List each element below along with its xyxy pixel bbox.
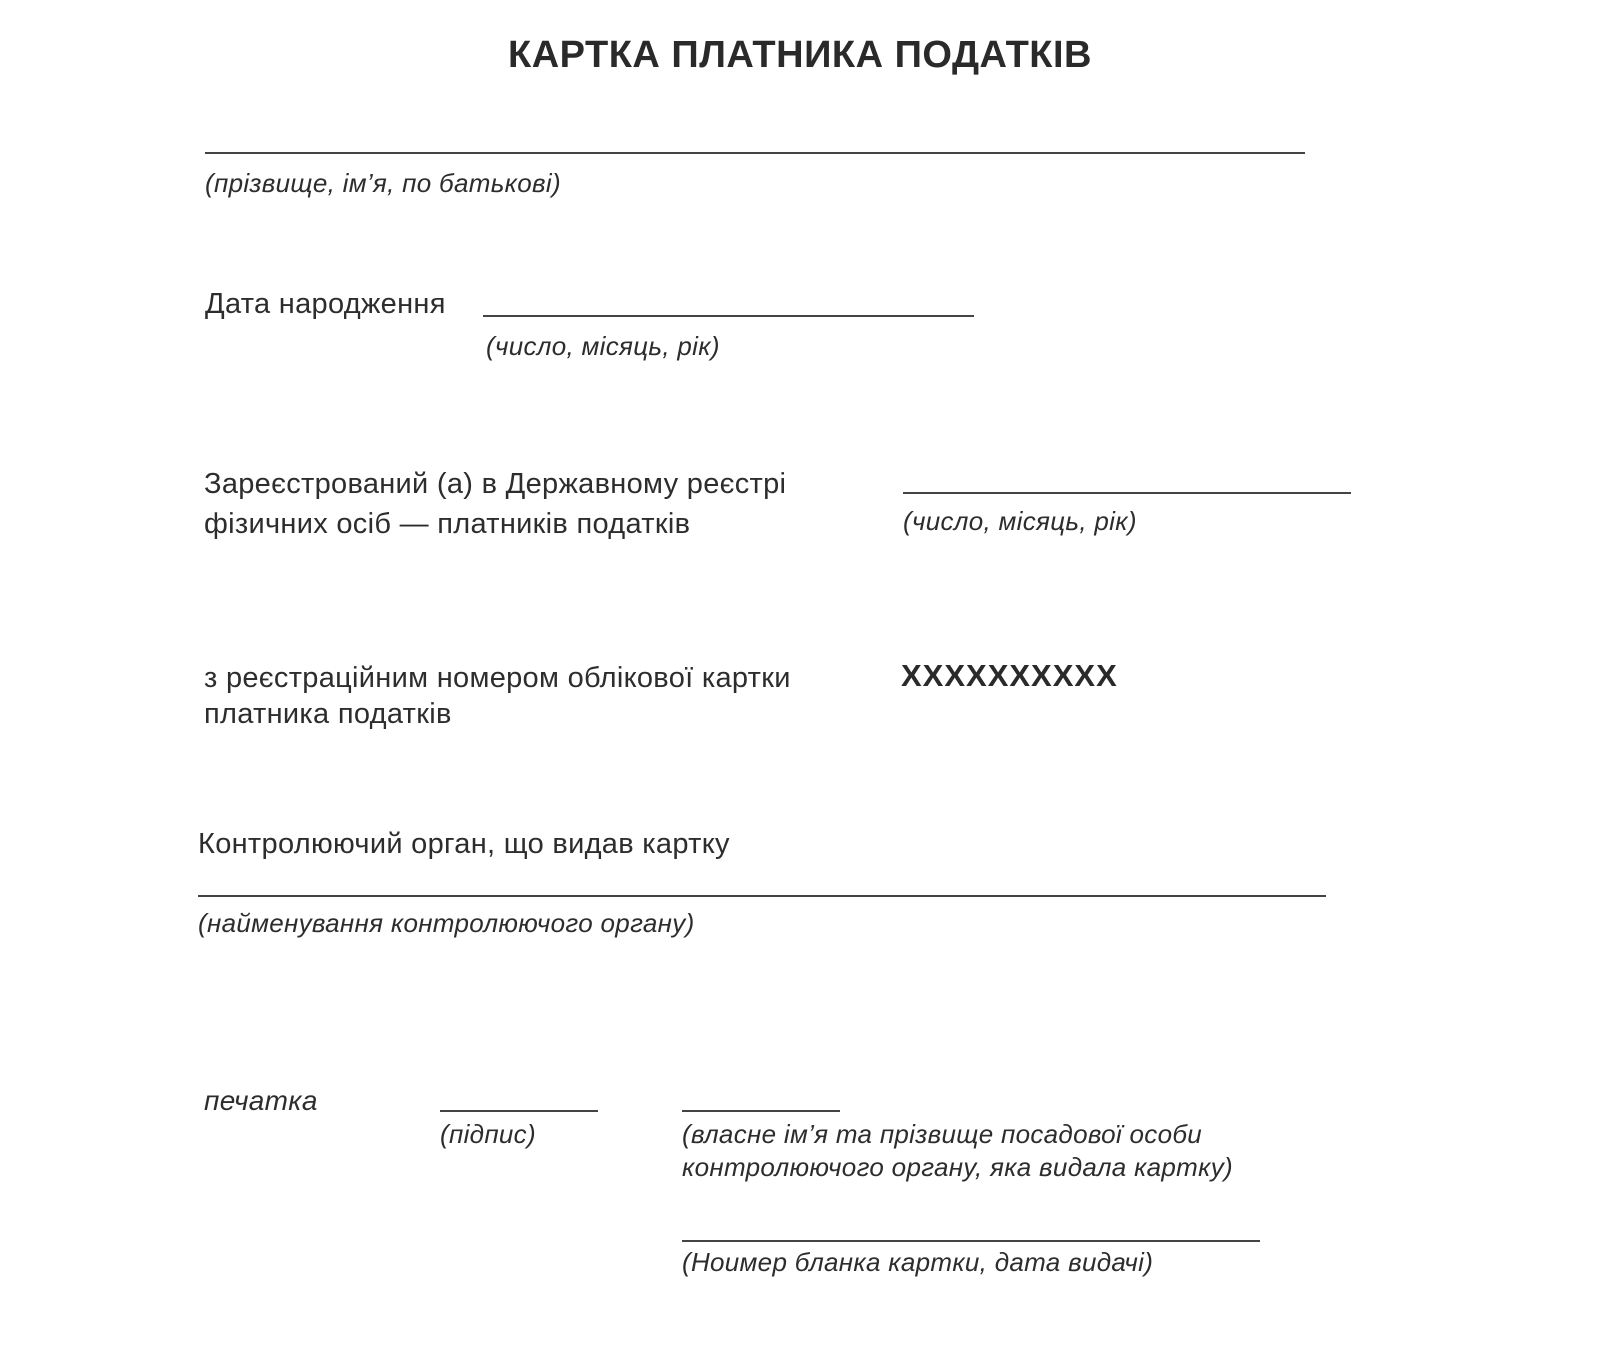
signature-hint: (підпис) <box>440 1119 536 1149</box>
registration-number-label <box>204 660 791 732</box>
registration-label-line1: Зареєстрований (а) в Державному реєстрі <box>204 468 787 500</box>
official-name-hint-line2: контролюючого органу, яка видала картку) <box>682 1152 1233 1182</box>
registration-number-value: XXXXXXXXXX <box>901 658 1118 693</box>
official-name-hint-line1: (власне ім’я та прізвище посадової особи <box>682 1119 1203 1149</box>
registration-label-line2: фізичних осіб — платників податків <box>204 508 691 540</box>
registration-date-field-line[interactable] <box>903 492 1351 494</box>
registration-date-hint: (число, місяць, рік) <box>903 506 1137 536</box>
birth-date-hint: (число, місяць, рік) <box>486 331 720 361</box>
registration-number-label-line1: з реєстраційним номером облікової картки <box>204 662 791 694</box>
authority-label: Контролюючий орган, що видав картку <box>198 828 730 860</box>
official-name-field-line[interactable] <box>682 1110 840 1112</box>
registration-number-label-line2: платника податків <box>204 698 452 730</box>
birth-date-label: Дата народження <box>205 288 446 320</box>
official-name-hint <box>682 1118 1233 1184</box>
birth-date-field-line[interactable] <box>483 315 974 317</box>
registration-label <box>204 464 786 544</box>
signature-field-line[interactable] <box>440 1110 598 1112</box>
full-name-field-line[interactable] <box>205 152 1305 154</box>
full-name-hint: (прізвище, ім’я, по батькові) <box>205 168 561 198</box>
stamp-label: печатка <box>204 1085 318 1116</box>
authority-field-line[interactable] <box>198 895 1326 897</box>
authority-hint: (найменування контролюючого органу) <box>198 908 695 938</box>
document-title: КАРТКА ПЛАТНИКА ПОДАТКІВ <box>508 34 1092 76</box>
blank-number-hint: (Ноимер бланка картки, дата видачі) <box>682 1247 1154 1277</box>
blank-number-field-line[interactable] <box>682 1240 1260 1242</box>
